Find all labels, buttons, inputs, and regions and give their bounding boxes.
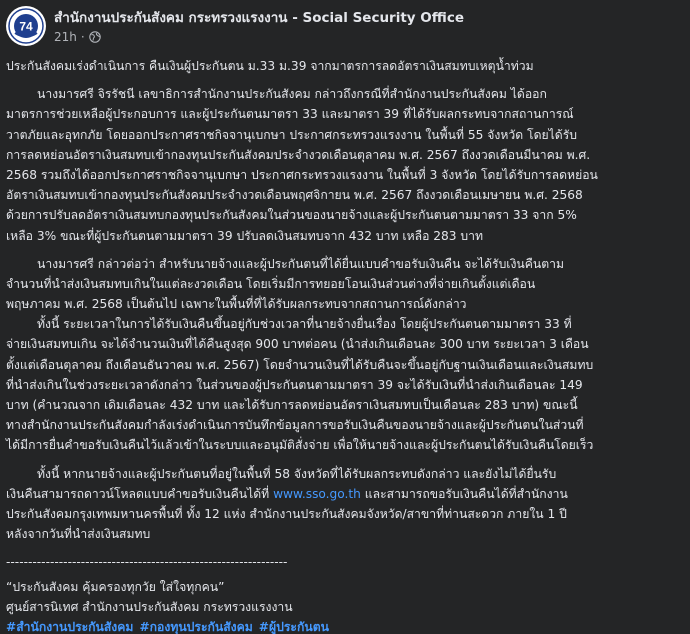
sso-logo-icon (6, 6, 46, 46)
globe-icon[interactable] (89, 31, 101, 43)
paragraph-2-line: ทางสำนักงานประกันสังคมกำลังเร่งดำเนินการบันทึกข้อมูลการขอรับเงินคืนของนายจ้างและผู้ประกันตนในส่วนที่ (6, 418, 584, 433)
paragraph-3-line: ประกันสังคมกรุงเทพมหานครพื้นที่ ทั้ง 12 แห่ง สำนักงานประกันสังคมจังหวัด/สาขาที่ท่านสะดวก ภายใน 1 ปี (6, 506, 567, 521)
post-title-line: ประกันสังคมเร่งดำเนินการ คืนเงินผู้ประกันตน ม.33 ม.39 จากมาตรการลดอัตราเงินสมทบเหตุน้ำท่วม (6, 59, 534, 73)
paragraph-2-line: จำนวนที่นำส่งเงินสมทบเกินในแต่ละงวดเดือน โดยเริ่มมีการทยอยโอนเงินส่วนต่างที่จ่ายเกินตั้งแต่เดือน (6, 276, 536, 291)
avatar[interactable] (6, 6, 46, 46)
paragraph-1-line: เหลือ 3% ขณะที่ผู้ประกันตนตามมาตรา 39 ปรับลดเงินสมทบจาก 432 บาท เหลือ 283 บาท (6, 228, 484, 243)
paragraph-2-line: ที่นำส่งเกินในช่วงระยะเวลาดังกล่าว ในส่วนของผู้ประกันตนตามมาตรา 39 จะได้รับเงินที่นำส่งเกินเดือนละ 149 (6, 377, 583, 392)
meta-separator: · (80, 30, 85, 44)
post-body (6, 56, 680, 634)
post-timestamp[interactable]: 21h (54, 30, 77, 44)
paragraph-1-line: อัตราเงินสมทบเข้ากองทุนประกันสังคมประจำงวดเดือนพฤศจิกายน พ.ศ. 2567 ถึงงวดเดือนเมษายน พ.ศ. 2568 (6, 188, 583, 203)
svg-text:74: 74 (19, 19, 33, 34)
paragraph-2-line: บาท (คำนวณจาก เดิมเดือนละ 432 บาท และได้รับการลดหย่อนอัตราเงินสมทบเป็นเดือนละ 283 บาท) ขณะนี้ (6, 398, 578, 412)
post-meta (54, 29, 464, 45)
paragraph-2-line: นางมารศรี กล่าวต่อว่า สำหรับนายจ้างและผู้ประกันตนที่ได้ยื่นแบบคำขอรับเงินคืน จะได้รับเงินคืนตาม (6, 256, 565, 271)
paragraph-3-text: เงินคืนสามารถดาวน์โหลดแบบคำขอรับเงินคืนได้ที่ (6, 486, 274, 501)
page-name-link[interactable]: สำนักงานประกันสังคม กระทรวงแรงงาน - Social Security Office (54, 10, 464, 26)
divider-line: ---------------------------------------------------------------- (6, 555, 288, 570)
paragraph-3-line (6, 484, 680, 504)
signature: ศูนย์สารนิเทศ สำนักงานประกันสังคม กระทรวงแรงงาน (6, 599, 293, 614)
hashtag-link[interactable]: #สำนักงานประกันสังคม (6, 619, 134, 634)
sso-website-link[interactable]: www.sso.go.th (273, 486, 361, 501)
paragraph-3-text: และสามารถขอรับเงินคืนได้ที่สำนักงาน (360, 486, 568, 501)
paragraph-3 (6, 464, 680, 545)
paragraph-3-line: ทั้งนี้ หากนายจ้างและผู้ประกันตนที่อยู่ในพื้นที่ 58 จังหวัดที่ได้รับผลกระทบดังกล่าว และยังไม่ได้ยื่นรับ (6, 466, 557, 481)
paragraph-1-line: การลดหย่อนอัตราเงินสมทบเข้ากองทุนประกันสังคมประจำงวดเดือนตุลาคม พ.ศ. 2567 ถึงงวดเดือนมีนาคม พ.ศ. (6, 147, 591, 162)
paragraph-2-line: ได้มีการยื่นคำขอรับเงินคืนไว้แล้วเข้าในระบบและอนุมัติสั่งจ่าย เพื่อให้นายจ้างและผู้ประกันตนได้รับเงินคืนโดยเร็ว (6, 438, 594, 453)
paragraph-1-line: ด้วยการปรับลดอัตราเงินสมทบกองทุนประกันสังคมในส่วนของนายจ้างและผู้ประกันตนตามมาตรา 33 จาก 5% (6, 208, 577, 223)
paragraph-1-line: วาตภัยและอุทกภัย โดยออกประกาศราชกิจจานุเบกษา ประกาศกระทรวงแรงงาน ในพื้นที่ 55 จังหวัด โดยได้รับ (6, 127, 577, 142)
paragraph-1 (6, 84, 680, 246)
paragraph-3-line: หลังจากวันที่นำส่งเงินสมทบ (6, 527, 151, 542)
hashtag-list (6, 617, 680, 634)
post-header-text (54, 4, 464, 45)
paragraph-2-line: ทั้งนี้ ระยะเวลาในการได้รับเงินคืนขึ้นอยู่กับช่วงเวลาที่นายจ้างยื่นเรื่อง โดยผู้ประกันตนตามมาตรา 33 ที่ (6, 317, 572, 332)
paragraph-2-line: ตั้งแต่เดือนตุลาคม ถึงเดือนธันวาคม พ.ศ. 2567) โดยจำนวนเงินที่ได้รับคืนจะขึ้นอยู่กับฐานเงินเดือนและเงินสมทบ (6, 357, 594, 372)
post-header (6, 4, 680, 56)
hashtag-link[interactable]: #กองทุนประกันสังคม (139, 619, 253, 634)
paragraph-1-line: นางมารศรี จิรรัชนี เลขาธิการสำนักงานประกันสังคม กล่าวถึงกรณีที่สำนักงานประกันสังคม ได้ออก (6, 87, 547, 102)
paragraph-1-line: มาตรการช่วยเหลือผู้ประกอบการ และผู้ประกันตนมาตรา 33 และมาตรา 39 ที่ได้รับผลกระทบจากสถานการณ์ (6, 107, 574, 122)
slogan: “ประกันสังคม คุ้มครองทุกวัย ใส่ใจทุกคน” (6, 579, 225, 594)
hashtag-link[interactable]: #ผู้ประกันตน (258, 619, 329, 634)
paragraph-1-line: 2568 รวมถึงได้ออกประกาศราชกิจจานุเบกษา ประกาศกระทรวงแรงงาน ในพื้นที่ 3 จังหวัด โดยได้รับการลดหย่อน (6, 167, 598, 182)
paragraph-2 (6, 254, 680, 456)
paragraph-2-line: จ่ายเงินสมทบเกิน จะได้จำนวนเงินที่ได้คืนสูงสุด 900 บาทต่อคน (นำส่งเกินเดือนละ 300 บาท ระยะเวลา 3 เดือน (6, 337, 589, 352)
paragraph-2-line: พฤษภาคม พ.ศ. 2568 เป็นต้นไป เฉพาะในพื้นที่ที่ได้รับผลกระทบจากสถานการณ์ดังกล่าว (6, 297, 467, 312)
